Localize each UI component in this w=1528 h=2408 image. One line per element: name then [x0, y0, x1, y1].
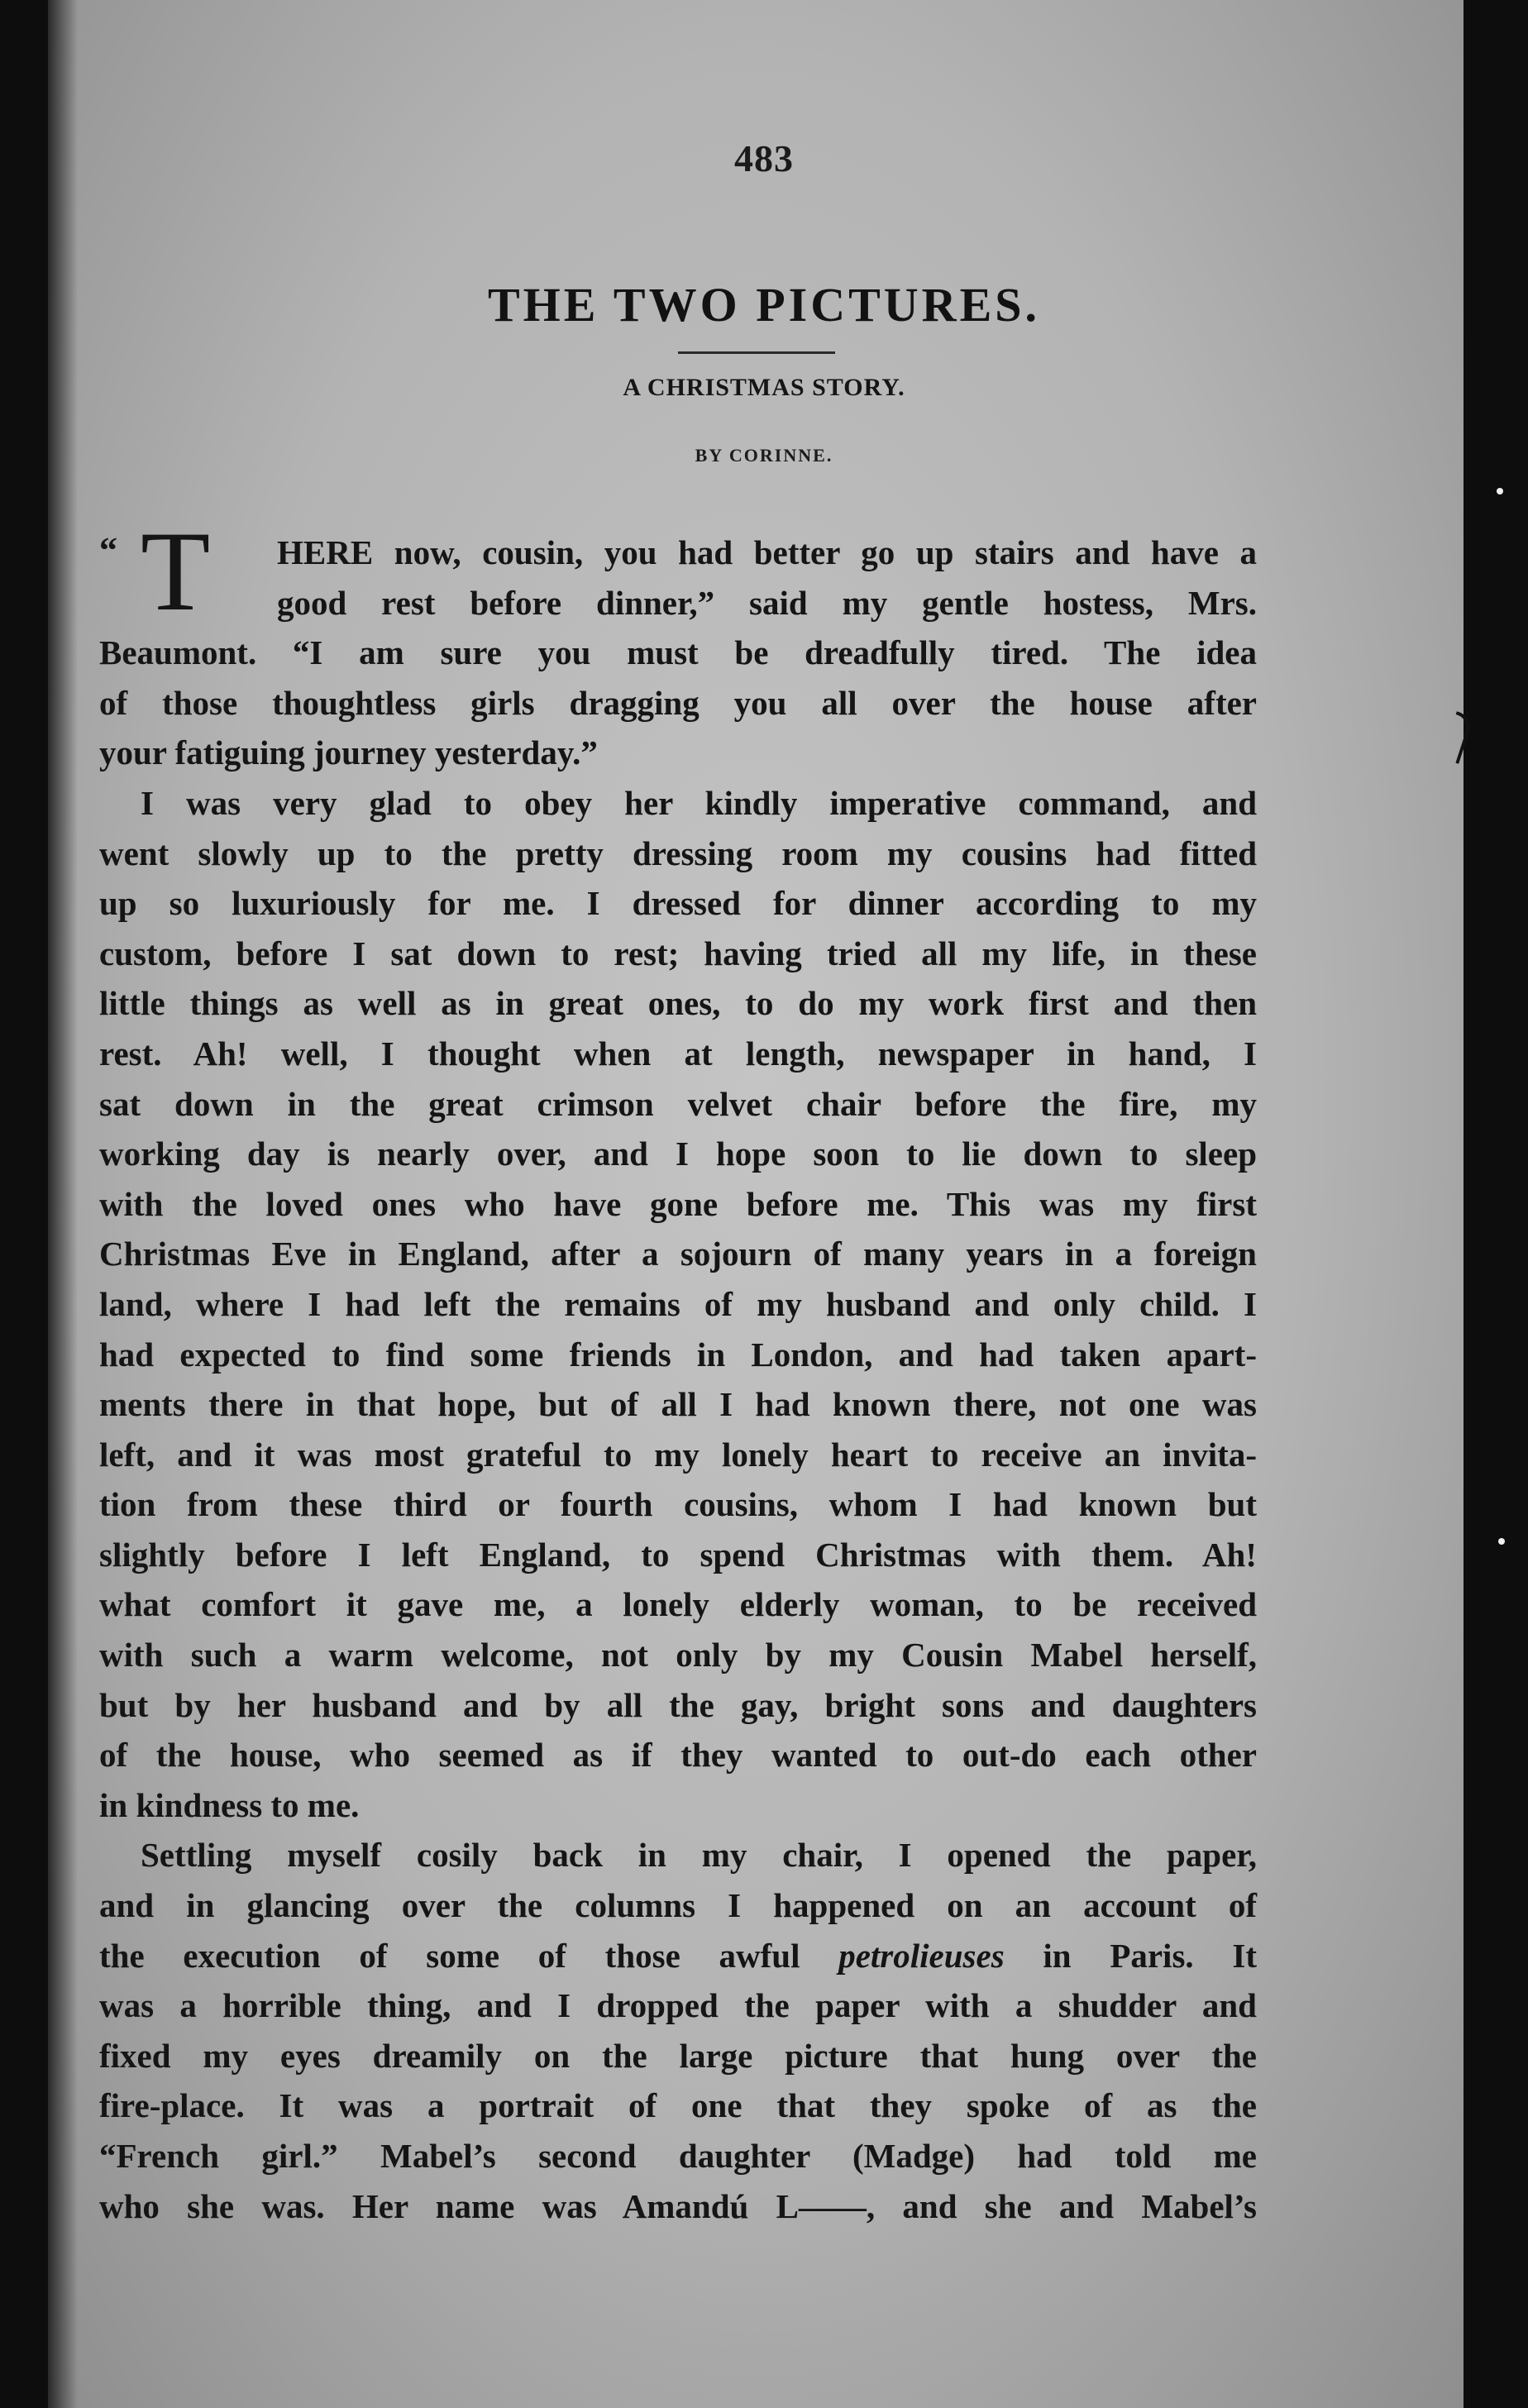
text-fragment: in Paris. It — [1043, 1936, 1257, 1975]
text-line: custom, before I sat down to rest; having tried all my life, in these — [99, 934, 1257, 972]
text-line: Christmas Eve in England, after a sojourn of many years in a foreign — [99, 1235, 1257, 1273]
text-line: fixed my eyes dreamily on the large picture that hung over the — [99, 2036, 1257, 2075]
text-line: HERE now, cousin, you had better go up stairs and have a — [277, 533, 1257, 571]
text-line: of those thoughtless girls dragging you all over the house after — [99, 683, 1257, 722]
story-title: THE TWO PICTURES. — [487, 278, 1041, 332]
text-line: with such a warm welcome, not only by my Cousin Mabel herself, — [99, 1636, 1257, 1675]
text-line: what comfort it gave me, a lonely elderly woman, to be received — [99, 1585, 1257, 1624]
text-line: in kindness to me. — [99, 1785, 360, 1824]
scan-speck — [1498, 1538, 1505, 1545]
story-subtitle: A CHRISTMAS STORY. — [623, 374, 905, 401]
text-line: tion from these third or fourth cousins, whom I had known but — [99, 1485, 1257, 1524]
text-line-with-italic — [99, 1931, 1257, 1981]
text-line: I was very glad to obey her kindly imperative command, and — [141, 783, 1257, 822]
text-line: good rest before dinner,” said my gentle hostess, Mrs. — [277, 583, 1257, 622]
text-line: slightly before I left England, to spend Christmas with them. Ah! — [99, 1535, 1257, 1574]
text-line: but by her husband and by all the gay, bright sons and daughters — [99, 1685, 1257, 1724]
text-line: sat down in the great crimson velvet chair before the fire, my — [99, 1084, 1257, 1123]
text-line: and in glancing over the columns I happened on an account of — [99, 1886, 1257, 1925]
text-line: Beaumont. “I am sure you must be dreadfully tired. The idea — [99, 633, 1257, 672]
text-line: fire-place. It was a portrait of one that they spoke of as the — [99, 2086, 1257, 2125]
scan-speck — [1497, 488, 1503, 494]
drop-cap-quote: “ — [99, 530, 117, 571]
text-line: Settling myself cosily back in my chair, I opened the paper, — [141, 1836, 1257, 1875]
text-line: had expected to find some friends in London, and had taken apart- — [99, 1335, 1257, 1374]
text-line: rest. Ah! well, I thought when at length, newspaper in hand, I — [99, 1034, 1257, 1073]
text-line: went slowly up to the pretty dressing room my cousins had fitted — [99, 834, 1257, 872]
text-line: was a horrible thing, and I dropped the paper with a shudder and — [99, 1986, 1257, 2025]
text-line: your fatiguing journey yesterday.” — [99, 733, 598, 772]
text-line: up so luxuriously for me. I dressed for dinner according to my — [99, 884, 1257, 923]
page-edge-shadow — [48, 0, 78, 2408]
text-line: land, where I had left the remains of my husband and only child. I — [99, 1284, 1257, 1323]
text-line: “French girl.” Mabel’s second daughter (Madge) had told me — [99, 2137, 1257, 2175]
title-rule — [678, 351, 835, 354]
text-line: of the house, who seemed as if they wanted to out-do each other — [99, 1736, 1257, 1775]
text-line: working day is nearly over, and I hope soon to lie down to sleep — [99, 1135, 1257, 1173]
text-line: little things as well as in great ones, to do my work first and then — [99, 984, 1257, 1023]
drop-cap-letter: T — [141, 508, 211, 634]
text-line: who she was. Her name was Amandú L——, and she and Mabel’s — [99, 2186, 1257, 2225]
page-number: 483 — [734, 137, 794, 179]
text-line: left, and it was most grateful to my lonely heart to receive an invita- — [99, 1435, 1257, 1474]
body-text — [99, 528, 1257, 2231]
text-line: with the loved ones who have gone before me. This was my first — [99, 1184, 1257, 1223]
author-byline: BY CORINNE. — [695, 445, 833, 466]
text-line: ments there in that hope, but of all I had known there, not one was — [99, 1385, 1257, 1424]
italic-word: petrolieuses — [838, 1936, 1005, 1975]
text-fragment: the execution of some of those awful — [99, 1936, 800, 1975]
